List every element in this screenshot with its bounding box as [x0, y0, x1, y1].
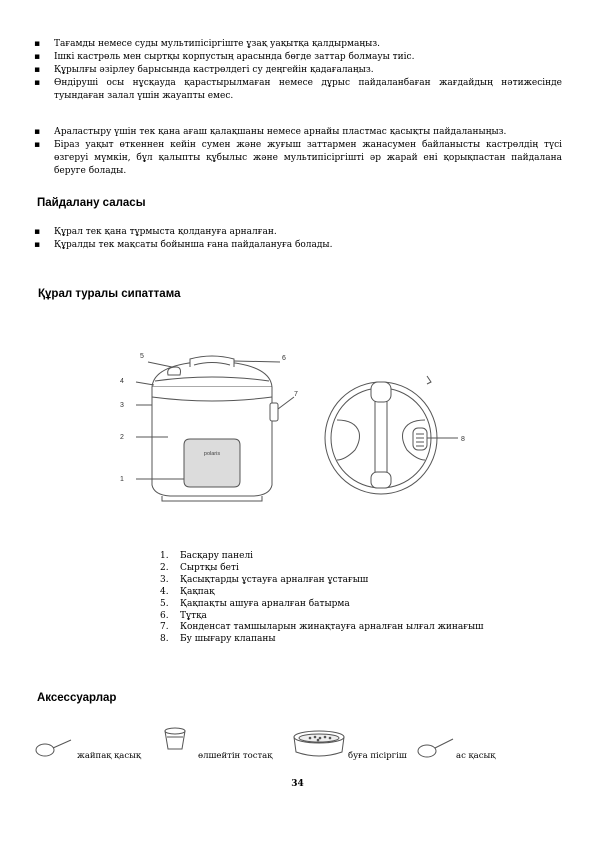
list-item: 4. Қақпақ — [160, 586, 215, 597]
handle-shape — [190, 356, 234, 367]
callout-6: 6 — [282, 355, 286, 362]
device-side-view — [110, 345, 310, 510]
device-top-view — [315, 368, 475, 518]
brand-logo: polaris — [203, 451, 221, 457]
steamer-basket-icon — [292, 728, 346, 760]
list-item: ▪ Біраз уақыт өткеннен кейін сумен және жуғыш заттармен жанасумен байланысты кастрөлдің түсі өзгеруі мүмкін, бұл қалыпты құбылыс және мультипісіргішті әр жарай ені қорықпастан пайдалана беруге болады. — [30, 139, 562, 178]
list-item: ▪ Құралды тек мақсаты бойынша ғана пайдалануға болады. — [30, 239, 562, 252]
measuring-cup-icon — [162, 726, 188, 752]
callout-8: 8 — [461, 436, 465, 443]
control-panel-shape — [184, 439, 240, 487]
parts-list — [160, 551, 483, 646]
callout-4: 4 — [120, 378, 124, 385]
page-number: 34 — [291, 779, 304, 789]
flat-spoon-icon — [34, 736, 74, 760]
callout-5: 5 — [140, 353, 144, 360]
usage-heading: Пайдалану саласы — [37, 197, 146, 209]
steam-valve-shape — [413, 428, 427, 450]
description-heading: Құрал туралы сипаттама — [38, 288, 181, 300]
list-item: ▪ Құрылғы әзірлеу барысында кастрөлдегі су деңгейін қадағалаңыз. — [30, 64, 562, 77]
list-item: ▪ Құрал тек қана тұрмыста қолдануға арналған. — [30, 226, 562, 239]
warnings-list-2 — [30, 126, 562, 178]
list-item: 5. Қақпақты ашуға арналған батырма — [160, 598, 350, 609]
accessories-heading: Аксессуарлар — [37, 692, 117, 704]
list-item: ▪ Ішкі кастрөль мен сыртқы корпустың арасында бөгде заттар болмауы тиіс. — [30, 51, 562, 64]
list-item: 6. Тұтқа — [160, 610, 207, 621]
callout-7: 7 — [294, 391, 298, 398]
list-item: 8. Бу шығару клапаны — [160, 634, 276, 645]
list-item: 3. Қасықтарды ұстауға арналған ұстағыш — [160, 574, 369, 585]
accessory-flat-spoon-label: жайпақ қасық — [77, 751, 142, 761]
button-shape — [168, 367, 181, 375]
list-item: 2. Сыртқы беті — [160, 562, 239, 573]
warnings-list-1 — [30, 38, 562, 103]
callout-2: 2 — [120, 434, 124, 441]
list-item: 7. Конденсат тамшыларын жинақтауға арналған ылғал жинағыш — [160, 622, 484, 633]
callout-3: 3 — [120, 402, 124, 409]
list-item: ▪ Тағамды немесе суды мультипісіргіште ұзақ уақытқа қалдырмаңыз. — [30, 38, 562, 51]
accessory-measuring-cup-label: өлшейтін тостақ — [198, 751, 273, 761]
callout-1: 1 — [120, 476, 124, 483]
list-item: ▪ Өндіруші осы нұсқауда қарастырылмаған немесе дұрыс пайдаланбаған жағдайдың нәтижесінде туындаған залал үшін жауапты емес. — [30, 77, 562, 103]
list-item: 1. Басқару панелі — [160, 551, 254, 561]
list-item: ▪ Араластыру үшін тек қана ағаш қалақшаны немесе арнайы пластмас қасықты пайдаланыңыз. — [30, 126, 562, 139]
soup-spoon-icon — [416, 736, 456, 760]
usage-list — [30, 226, 562, 252]
accessory-steamer-label: буға пісіргіш — [348, 751, 407, 761]
accessory-soup-spoon-label: ас қасық — [456, 751, 496, 761]
